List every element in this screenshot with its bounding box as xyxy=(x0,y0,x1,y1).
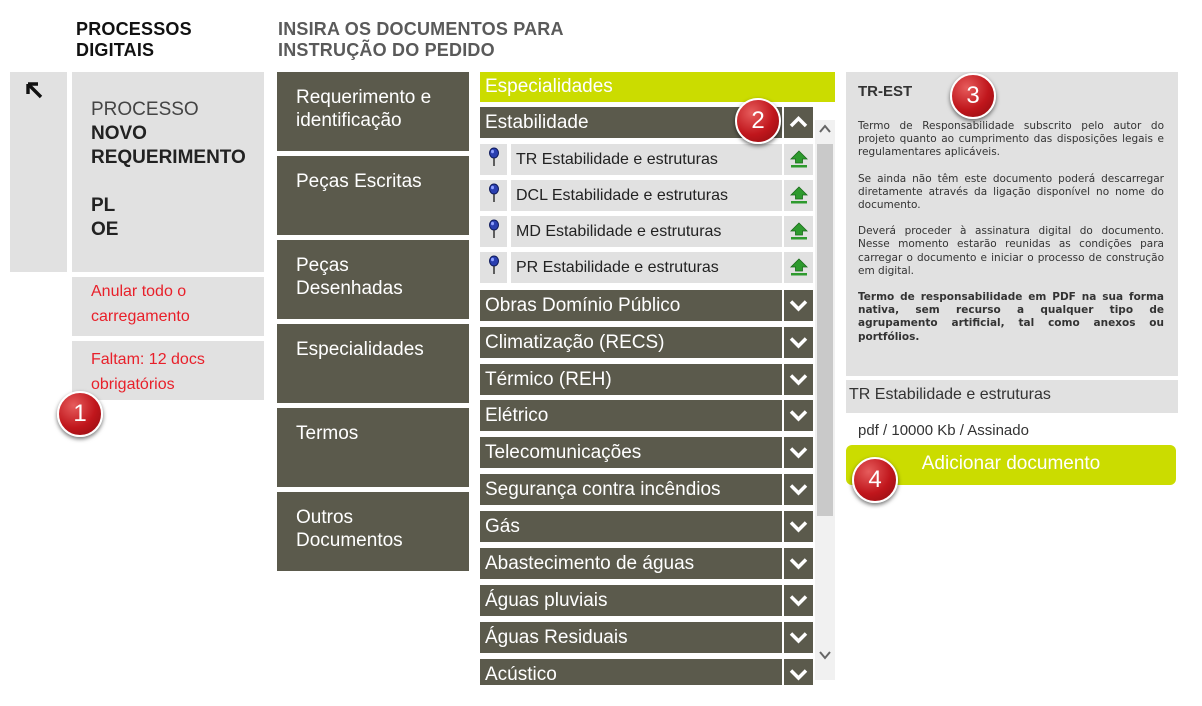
process-summary xyxy=(72,72,264,272)
chevron-down-icon xyxy=(789,482,808,496)
nav-pecas-escritas[interactable] xyxy=(277,156,469,235)
nav-label: Peças Escritas xyxy=(296,171,422,192)
nav-pecas-desenhadas[interactable] xyxy=(277,240,469,319)
document-row xyxy=(480,180,782,211)
upload-button[interactable] xyxy=(784,180,813,211)
document-link[interactable]: MD Estabilidade e estruturas xyxy=(511,216,782,247)
pin-cell xyxy=(480,216,507,247)
list-scrollbar[interactable] xyxy=(815,120,835,680)
expand-button[interactable] xyxy=(784,400,813,431)
chevron-down-icon xyxy=(789,408,808,422)
section-seguranca-incendios[interactable]: Segurança contra incêndios xyxy=(480,474,782,505)
pin-cell xyxy=(480,180,507,211)
info-download-hint: Se ainda não têm este documento poderá descarregar diretamente através da ligação disponível no nome do documento. xyxy=(858,172,1164,212)
collapse-button[interactable] xyxy=(784,107,813,138)
cancel-line2: carregamento xyxy=(91,308,190,325)
nav-label: Documentos xyxy=(296,530,403,551)
upload-arrow-icon xyxy=(789,149,809,169)
expand-button[interactable] xyxy=(784,437,813,468)
missing-line2: obrigatórios xyxy=(91,376,175,393)
chevron-down-icon xyxy=(789,519,808,533)
section-climatizacao[interactable]: Climatização (RECS) xyxy=(480,327,782,358)
process-code-oe: OE xyxy=(91,219,119,240)
map-pin-icon xyxy=(488,183,500,203)
nav-requerimento[interactable] xyxy=(277,72,469,151)
section-gas[interactable]: Gás xyxy=(480,511,782,542)
expand-button[interactable] xyxy=(784,585,813,616)
specialties-list xyxy=(480,107,782,685)
step-badge-1: 1 xyxy=(57,391,103,437)
expand-button[interactable] xyxy=(784,290,813,321)
process-type-line1: NOVO xyxy=(91,123,147,144)
step-badge-2: 2 xyxy=(735,98,781,144)
chevron-down-icon xyxy=(789,667,808,681)
selected-document-meta: pdf / 10000 Kb / Assinado xyxy=(858,422,1029,439)
arrow-up-left-icon xyxy=(24,80,46,102)
document-link[interactable]: PR Estabilidade e estruturas xyxy=(511,252,782,283)
upload-button[interactable] xyxy=(784,144,813,175)
cancel-line1: Anular todo o xyxy=(91,283,187,300)
section-aguas-residuais[interactable]: Águas Residuais xyxy=(480,622,782,653)
page-heading-line2: INSTRUÇÃO DO PEDIDO xyxy=(278,40,495,60)
back-button[interactable] xyxy=(10,72,67,272)
section-obras-dominio-publico[interactable]: Obras Domínio Público xyxy=(480,290,782,321)
missing-docs-status xyxy=(72,341,264,400)
chevron-down-icon xyxy=(789,298,808,312)
expand-button[interactable] xyxy=(784,659,813,685)
add-document-button[interactable]: Adicionar documento xyxy=(846,445,1176,485)
pin-cell xyxy=(480,144,507,175)
section-aguas-pluviais[interactable]: Águas pluviais xyxy=(480,585,782,616)
map-pin-icon xyxy=(488,219,500,239)
document-link[interactable]: DCL Estabilidade e estruturas xyxy=(511,180,782,211)
nav-label: Outros xyxy=(296,507,354,528)
specialties-header: Especialidades xyxy=(480,72,835,102)
action-column xyxy=(784,107,813,685)
app-title-line1: PROCESSOS xyxy=(76,19,192,39)
step-badge-4: 4 xyxy=(852,457,898,503)
selected-document-name: TR Estabilidade e estruturas xyxy=(846,380,1178,413)
document-info-panel xyxy=(846,72,1178,376)
process-label: PROCESSO xyxy=(91,99,199,120)
document-link[interactable]: TR Estabilidade e estruturas xyxy=(511,144,782,175)
process-code-pl: PL xyxy=(91,195,116,216)
document-row xyxy=(480,144,782,175)
step-badge-3: 3 xyxy=(950,73,996,119)
info-format-requirement: Termo de responsabilidade em PDF na sua forma nativa, sem recurso a qualquer tipo de agrupamento artificial, tal como anexos ou portfólios. xyxy=(858,291,1164,343)
chevron-down-icon xyxy=(789,372,808,386)
expand-button[interactable] xyxy=(784,548,813,579)
expand-button[interactable] xyxy=(784,622,813,653)
chevron-down-icon xyxy=(789,593,808,607)
section-acustico[interactable]: Acústico xyxy=(480,659,782,685)
chevron-up-icon xyxy=(789,115,808,129)
nav-label: Especialidades xyxy=(296,339,424,360)
expand-button[interactable] xyxy=(784,511,813,542)
section-abastecimento-aguas[interactable]: Abastecimento de águas xyxy=(480,548,782,579)
app-title xyxy=(76,19,192,61)
upload-arrow-icon xyxy=(789,185,809,205)
document-row xyxy=(480,252,782,283)
document-row xyxy=(480,216,782,247)
nav-label: Termos xyxy=(296,423,359,444)
process-type-line2: REQUERIMENTO xyxy=(91,147,246,168)
scroll-down-icon[interactable] xyxy=(818,648,832,662)
nav-label: Desenhadas xyxy=(296,278,403,299)
expand-button[interactable] xyxy=(784,474,813,505)
upload-button[interactable] xyxy=(784,252,813,283)
scroll-thumb[interactable] xyxy=(817,144,833,516)
pin-cell xyxy=(480,252,507,283)
missing-line1: Faltam: 12 docs xyxy=(91,351,205,368)
nav-label: Requerimento e xyxy=(296,87,432,108)
nav-especialidades[interactable] xyxy=(277,324,469,403)
info-title: TR-EST xyxy=(858,83,913,100)
upload-arrow-icon xyxy=(789,221,809,241)
section-estabilidade[interactable]: Estabilidade xyxy=(480,107,782,138)
section-eletrico[interactable]: Elétrico xyxy=(480,400,782,431)
map-pin-icon xyxy=(488,147,500,167)
upload-arrow-icon xyxy=(789,257,809,277)
chevron-down-icon xyxy=(789,445,808,459)
section-termico[interactable]: Térmico (REH) xyxy=(480,364,782,395)
chevron-down-icon xyxy=(789,335,808,349)
nav-label: identificação xyxy=(296,110,402,131)
expand-button[interactable] xyxy=(784,327,813,358)
chevron-down-icon xyxy=(789,630,808,644)
page-heading-line1: INSIRA OS DOCUMENTOS PARA xyxy=(278,19,564,39)
section-telecomunicacoes[interactable]: Telecomunicações xyxy=(480,437,782,468)
nav-label: Peças xyxy=(296,255,349,276)
upload-button[interactable] xyxy=(784,216,813,247)
nav-termos[interactable] xyxy=(277,408,469,487)
page-heading xyxy=(278,19,564,61)
map-pin-icon xyxy=(488,255,500,275)
cancel-upload-link[interactable] xyxy=(72,277,264,336)
info-description: Termo de Responsabilidade subscrito pelo autor do projeto quanto ao cumprimento das disposições legais e regulamentares aplicáveis. xyxy=(858,120,1164,159)
info-signature-hint: Deverá proceder à assinatura digital do documento. Nesse momento estarão reunidas as condições para carregar o documento e iniciar o processo de construção em digital. xyxy=(858,225,1164,277)
chevron-down-icon xyxy=(789,556,808,570)
scroll-up-icon[interactable] xyxy=(818,122,832,136)
expand-button[interactable] xyxy=(784,364,813,395)
nav-outros-documentos[interactable] xyxy=(277,492,469,571)
app-title-line2: DIGITAIS xyxy=(76,40,155,60)
